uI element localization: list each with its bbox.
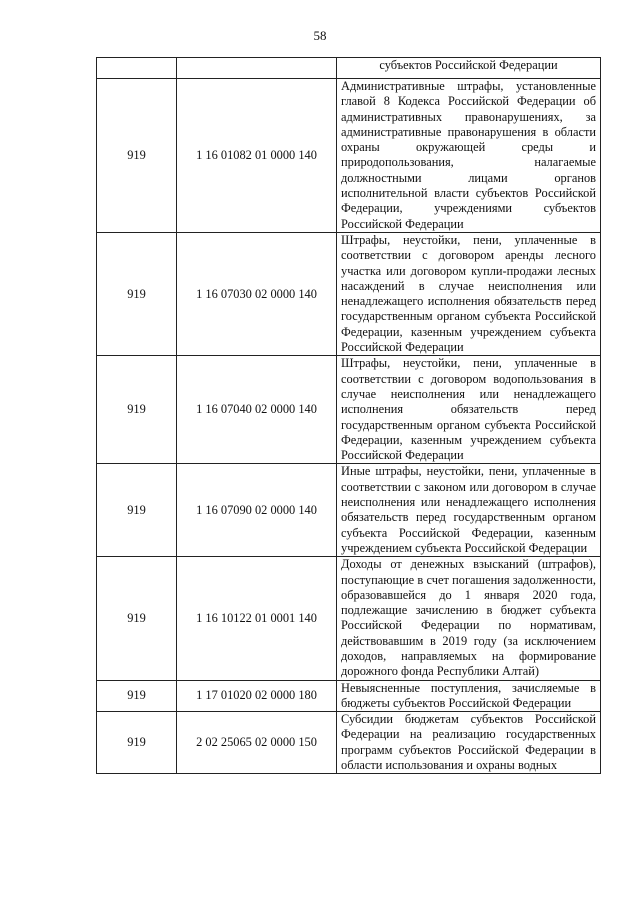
budget-classification-code-cell: 1 16 07030 02 0000 140: [177, 232, 337, 355]
revenue-description-cell: Невыясненные поступления, зачисляемые в бюджеты субъектов Российской Федерации: [337, 680, 601, 712]
revenue-description-cell: Штрафы, неустойки, пени, уплаченные в соответствии с договором аренды лесного участка или договором купли-продажи лесных насаждений в случае неисполнения или ненадлежащего исполнения обязательств перед государственным органом субъекта Российской Федерации, казенным учреждением субъекта Российской Федерации: [337, 232, 601, 355]
admin-code-cell: 919: [97, 680, 177, 712]
budget-classification-code-cell: 1 16 07090 02 0000 140: [177, 464, 337, 557]
table-row: [97, 712, 601, 774]
revenue-description-cell: Штрафы, неустойки, пени, уплаченные в соответствии с договором водопользования в случае неисполнения или ненадлежащего исполнения обязательств перед государственным органом субъекта Российской Федерации, казенным учреждением субъекта Российской Федерации: [337, 356, 601, 464]
revenue-description-cell: Субсидии бюджетам субъектов Российской Федерации на реализацию государственных программ субъектов Российской Федерации в области использования и охраны водных: [337, 712, 601, 774]
table-row: [97, 356, 601, 464]
revenue-description-cell: субъектов Российской Федерации: [337, 58, 601, 79]
table-row: [97, 232, 601, 355]
page-number: 58: [313, 28, 327, 43]
table-row: [97, 464, 601, 557]
budget-classification-code-cell: 1 16 01082 01 0000 140: [177, 79, 337, 233]
budget-classification-code-cell: 1 16 07040 02 0000 140: [177, 356, 337, 464]
admin-code-cell: [97, 58, 177, 79]
admin-code-cell: 919: [97, 712, 177, 774]
budget-classification-code-cell: 2 02 25065 02 0000 150: [177, 712, 337, 774]
admin-code-cell: 919: [97, 557, 177, 680]
table-row: [97, 680, 601, 712]
budget-classification-code-cell: 1 16 10122 01 0001 140: [177, 557, 337, 680]
admin-code-cell: 919: [97, 232, 177, 355]
revenue-description-cell: Административные штрафы, установленные главой 8 Кодекса Российской Федерации об административных правонарушениях, за административные правонарушения в области охраны окружающей среды и природопользования, налагаемые должностными лицами органов исполнительной власти субъектов Российской Федерации, учреждениями субъектов Российской Федерации: [337, 79, 601, 233]
table-row: [97, 79, 601, 233]
admin-code-cell: 919: [97, 79, 177, 233]
revenue-description-cell: Иные штрафы, неустойки, пени, уплаченные в соответствии с законом или договором в случае неисполнения или ненадлежащего исполнения обязательств перед государственным органом субъекта Российской Федерации, казенным учреждением субъекта Российской Федерации: [337, 464, 601, 557]
budget-classification-code-cell: 1 17 01020 02 0000 180: [177, 680, 337, 712]
budget-classification-code-cell: [177, 58, 337, 79]
revenue-codes-table: [96, 57, 601, 774]
table-row: [97, 58, 601, 79]
revenue-description-cell: Доходы от денежных взысканий (штрафов), поступающие в счет погашения задолженности, образовавшейся до 1 января 2020 года, подлежащие зачислению в бюджет субъекта Российской Федерации по нормативам, действовавшим в 2019 году (за исключением доходов, направляемых на формирование дорожного фонда Республики Алтай): [337, 557, 601, 680]
table-row: [97, 557, 601, 680]
admin-code-cell: 919: [97, 464, 177, 557]
admin-code-cell: 919: [97, 356, 177, 464]
